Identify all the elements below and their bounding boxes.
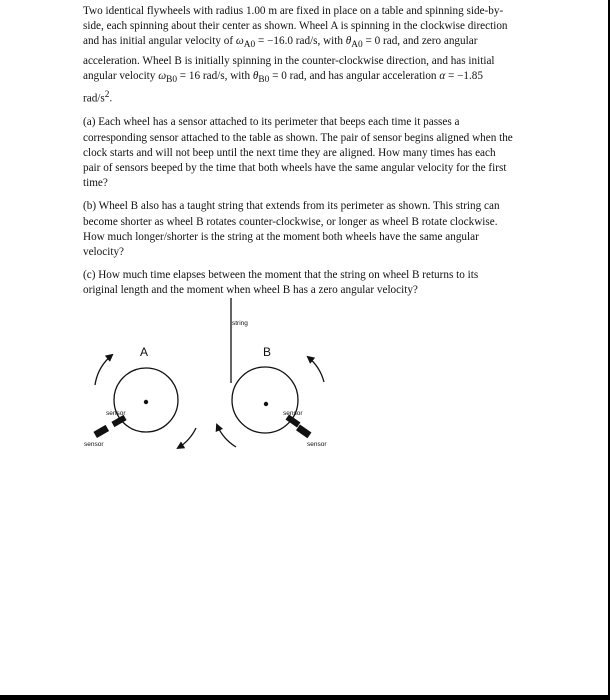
string-label: string xyxy=(232,320,248,327)
part-c-text: (c) How much time elapses between the moment that the string on wheel B returns to its original length and the moment when wheel B has a zero angular velocity? xyxy=(83,269,479,297)
wheel-b-center xyxy=(264,402,268,406)
bottom-bar xyxy=(0,695,610,700)
part-b-text: (b) Wheel B also has a taught string that extends from its perimeter as shown. This string can become shorter as wheel B rotates counter-clockwise, or longer as wheel B rotate clockwise. How much longer/shorter is the string at the moment both wheels have the same angular velocity? xyxy=(83,200,500,259)
wheel-b-rotation-arrow-left xyxy=(217,425,236,447)
string xyxy=(231,298,248,383)
wheel-b-rotation-arrow-right xyxy=(308,357,324,382)
table-sensor-a-label: sensor xyxy=(84,441,104,448)
problem-intro: Two identical flywheels with radius 1.00 m are fixed in place on a table and spinning side-by-side, each spinning about their center as shown. Wheel A is spinning in the clockwise direction and has initial angular velocity of $\omega_{A0} = -16.0$ rad/s, with $\theta_{A0} = 0$ rad, and zero angular acceleration. Wheel B is initially spinning in the counter-clockwise direction, and has initial angular velocity $\omega_{B0} = 16$ rad/s, with $\theta_{B0} = 0$ rad, and has angular acceleration α = −1.85 rad/$s^2$. xyxy=(83,5,508,106)
wheel-b-sensor-label: sensor xyxy=(283,410,303,417)
table-sensor-a xyxy=(93,425,109,438)
table-sensor-b xyxy=(296,425,311,439)
wheel-a-rotation-arrow-right xyxy=(178,428,196,448)
wheel-b xyxy=(217,345,327,448)
wheel-b-label: B xyxy=(263,345,272,359)
wheel-a-sensor-label: sensor xyxy=(106,410,126,417)
table-sensor-b-label: sensor xyxy=(307,441,327,448)
wheel-a-rotation-arrow-left xyxy=(95,355,112,385)
part-a-text: (a) Each wheel has a sensor attached to its perimeter that beeps each time it passes a corresponding sensor attached to the table as shown. The pair of sensor begins aligned when the clock starts and will not beep until the next time they are aligned. How many times has each pair of sensors beeped by the time that both wheels have the same angular velocity for the first time? xyxy=(83,116,513,190)
wheel-a xyxy=(84,345,196,448)
wheel-a-center xyxy=(144,400,148,404)
wheel-a-label: A xyxy=(140,345,149,359)
wheel-b-rim xyxy=(232,367,298,433)
